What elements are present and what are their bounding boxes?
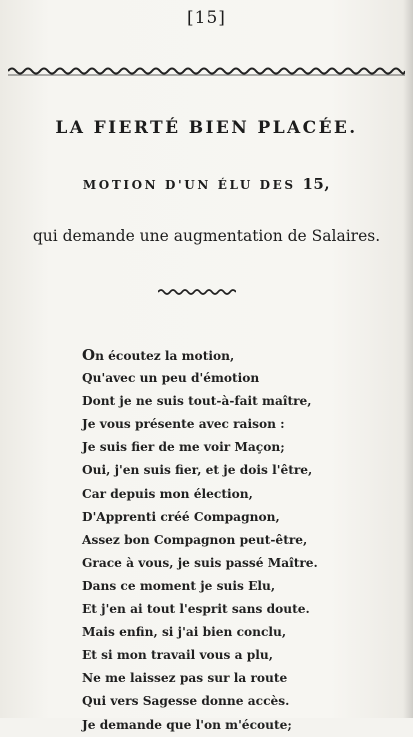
subtitle	[0, 175, 413, 193]
poem-line: Mais enfin, si j'ai bien conclu,	[82, 625, 287, 640]
poem-line: Assez bon Compagnon peut-être,	[82, 532, 308, 547]
poem-line: Dont je ne suis tout-à-fait maître,	[82, 394, 312, 409]
poem-line: Grace à vous, je suis passé Maître.	[82, 555, 318, 570]
poem-line: Je vous présente avec raison :	[82, 417, 285, 432]
page-title: LA FIERTÉ BIEN PLACÉE.	[55, 118, 358, 138]
poem-line: Qu'avec un peu d'émotion	[82, 371, 260, 386]
poem-line: Et si mon travail vous a plu,	[82, 648, 274, 663]
page-number: [15]	[187, 8, 226, 28]
poem-line: Dans ce moment je suis Elu,	[82, 578, 276, 593]
poem-line: Je demande que l'on m'écoute;	[82, 717, 292, 732]
poem-line: Je suis fier de me voir Maçon;	[82, 440, 285, 455]
subtitle-description: qui demande une augmentation de Salaires.	[32, 227, 381, 245]
short-wavy-divider	[158, 287, 236, 297]
poem-line: Et j'en ai tout l'esprit sans doute.	[82, 602, 310, 617]
poem-line: Car depuis mon élection,	[82, 486, 253, 501]
subtitle-text: MOTION D'UN ÉLU DES	[82, 178, 296, 192]
wavy-divider	[8, 64, 405, 78]
page-edge-shadow	[403, 0, 413, 718]
poem-line: Qui vers Sagesse donne accès.	[82, 694, 290, 709]
poem-line: D'Apprenti créé Compagnon,	[82, 509, 280, 524]
subtitle-number: 15,	[302, 175, 331, 193]
poem-line: Ne me laissez pas sur la route	[82, 671, 288, 686]
poem-line: On écoutez la motion,	[82, 346, 235, 364]
poem	[82, 344, 402, 737]
poem-line: Oui, j'en suis fier, et je dois l'être,	[82, 463, 313, 478]
